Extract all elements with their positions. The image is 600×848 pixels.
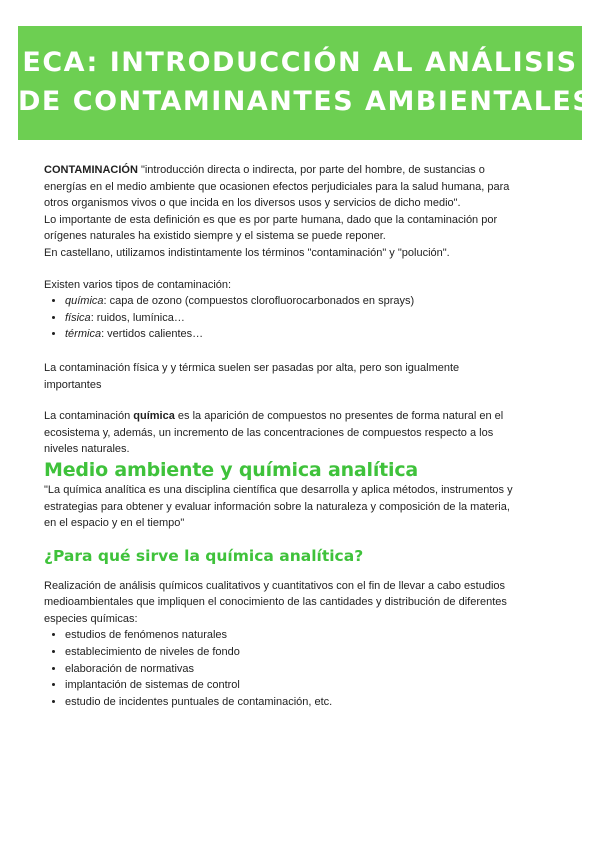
analytical-chemistry-quote: "La química analítica es una disciplina científica que desarrolla y aplica métodos, instrumentos y estrategias para obtener y evaluar información sobre la naturaleza y composición de la materia, en el espacio y en el tiempo" [44,483,513,530]
chemical-paragraph [44,408,514,458]
list-item [65,326,514,343]
definition-term: CONTAMINACIÓN [44,164,138,176]
title-line-1: ECA: INTRODUCCIÓN AL ANÁLISIS [22,47,578,78]
list-item [65,310,514,327]
chemical-text-end: es la aparición de compuestos no presentes de forma natural en el ecosistema y, además, un incremento de las concentraciones de compuestos respecto a los niveles naturales. [44,410,504,456]
type-name: química [65,295,104,308]
section-subheading-purpose: ¿Para qué sirve la química analítica? [44,546,364,565]
types-list [44,293,514,343]
type-desc: : vertidos calientes… [101,328,204,341]
types-intro: Existen varios tipos de contaminación: [44,278,232,291]
definition-paragraph [44,162,514,212]
chemical-term: química [133,410,175,423]
list-item: • establecimiento de niveles de fondo [65,644,514,661]
purpose-list [44,627,514,710]
list-item: • estudio de incidentes puntuales de contaminación, etc. [65,694,514,711]
list-item [65,293,514,310]
title-banner [18,26,594,140]
title-line-2: DE CONTAMINANTES AMBIENTALES [18,86,594,117]
terminology-note: En castellano, utilizamos indistintamente los términos "contaminación" y "polución". [44,246,450,259]
human-origin-note: Lo importante de esta definición es que es por parte humana, dado que la contaminación por orígenes naturales ha existido siempre y el sistema se puede reponer. [44,213,498,243]
section-heading-environment: Medio ambiente y química analítica [44,458,419,481]
type-desc: : ruidos, lumínica… [90,311,185,324]
chemical-text-start: La contaminación [44,410,134,423]
list-item: • estudios de fenómenos naturales [65,627,514,644]
purpose-paragraph: Realización de análisis químicos cualitativos y cuantitativos con el fin de llevar a cabo estudios medioambientales que impliquen el conocimiento de las cantidades y distribución de diferentes especies químicas: [44,579,507,625]
document-body [44,162,514,710]
type-name: térmica [65,328,102,341]
type-desc: : capa de ozono (compuestos clorofluorocarbonados en sprays) [103,295,415,308]
list-item: • elaboración de normativas [65,661,514,678]
list-item: • implantación de sistemas de control [65,677,514,694]
definition-text: "introducción directa o indirecta, por parte del hombre, de sustancias o energías en el medio ambiente que ocasionen efectos perjudiciales para la salud humana, para otros organismos vivos o que incida en los diversos usos y servicios de dicho medio". [44,164,510,210]
physical-thermal-paragraph: La contaminación física y y térmica suelen ser pasadas por alta, pero son igualmente importantes [44,361,460,391]
type-name: física [65,311,91,324]
